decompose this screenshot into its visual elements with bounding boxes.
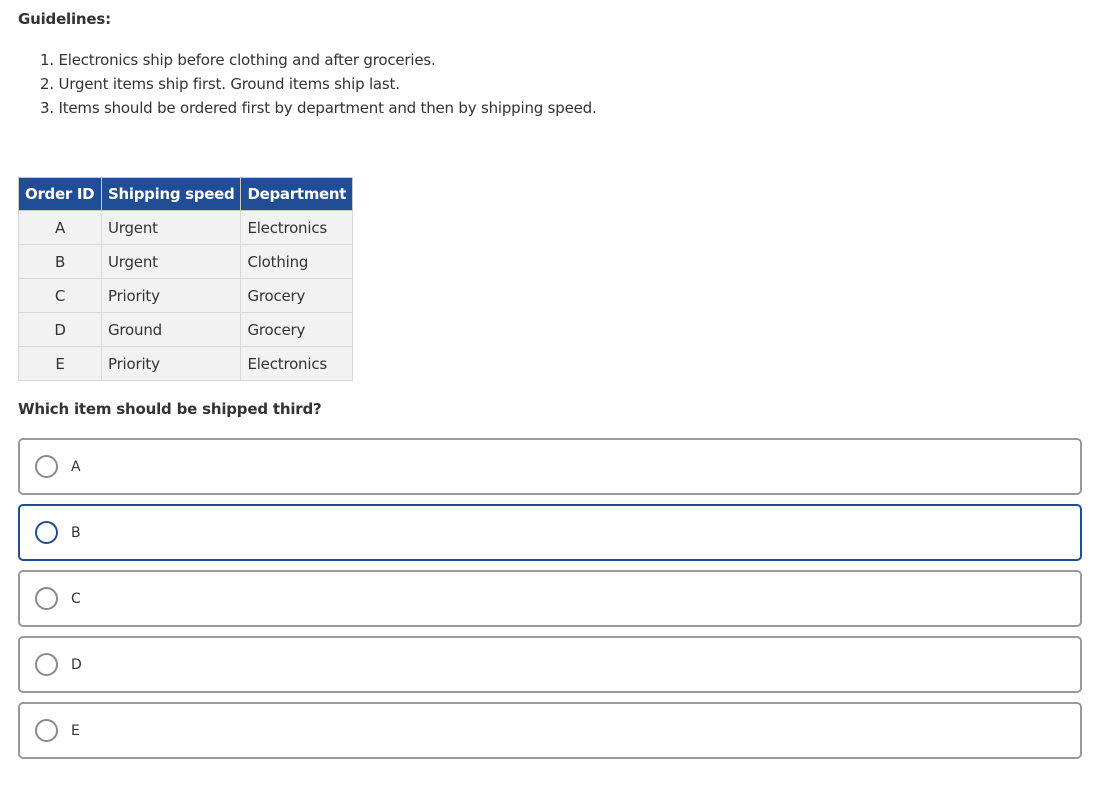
radio-button[interactable]	[35, 587, 58, 610]
shipping-speed-cell: Priority	[102, 347, 241, 381]
header-shipping-speed: Shipping speed	[102, 178, 241, 211]
shipping-speed-cell: Urgent	[102, 211, 241, 245]
guideline-item: 1. Electronics ship before clothing and after groceries.	[40, 51, 436, 69]
option-label: E	[71, 722, 80, 739]
order-id-cell: C	[19, 279, 102, 313]
option-label: C	[71, 590, 81, 607]
option-label: D	[71, 656, 82, 673]
department-cell: Grocery	[241, 279, 353, 313]
option-c[interactable]	[18, 570, 1082, 627]
table-header-row	[19, 178, 353, 211]
option-e[interactable]	[18, 702, 1082, 759]
answer-options	[18, 438, 1082, 768]
order-id-cell: B	[19, 245, 102, 279]
guidelines-list	[40, 50, 597, 122]
header-department: Department	[241, 178, 353, 211]
option-b[interactable]	[18, 504, 1082, 561]
option-label: A	[71, 458, 81, 475]
option-d[interactable]	[18, 636, 1082, 693]
table-row	[19, 211, 353, 245]
table-row	[19, 313, 353, 347]
radio-button[interactable]	[35, 719, 58, 742]
department-cell: Clothing	[241, 245, 353, 279]
table-row	[19, 279, 353, 313]
radio-button[interactable]	[35, 521, 58, 544]
guidelines-heading: Guidelines:	[18, 10, 111, 28]
table-row	[19, 245, 353, 279]
radio-button[interactable]	[35, 653, 58, 676]
option-label: B	[71, 524, 81, 541]
order-id-cell: A	[19, 211, 102, 245]
guideline-item: 2. Urgent items ship first. Ground items ship last.	[40, 75, 400, 93]
guideline-item: 3. Items should be ordered first by department and then by shipping speed.	[40, 99, 597, 117]
shipping-speed-cell: Urgent	[102, 245, 241, 279]
order-id-cell: E	[19, 347, 102, 381]
department-cell: Grocery	[241, 313, 353, 347]
table-row	[19, 347, 353, 381]
header-order-id: Order ID	[19, 178, 102, 211]
shipping-speed-cell: Priority	[102, 279, 241, 313]
question-text: Which item should be shipped third?	[18, 400, 322, 418]
option-a[interactable]	[18, 438, 1082, 495]
orders-table	[18, 177, 353, 381]
shipping-speed-cell: Ground	[102, 313, 241, 347]
department-cell: Electronics	[241, 211, 353, 245]
order-id-cell: D	[19, 313, 102, 347]
department-cell: Electronics	[241, 347, 353, 381]
radio-button[interactable]	[35, 455, 58, 478]
